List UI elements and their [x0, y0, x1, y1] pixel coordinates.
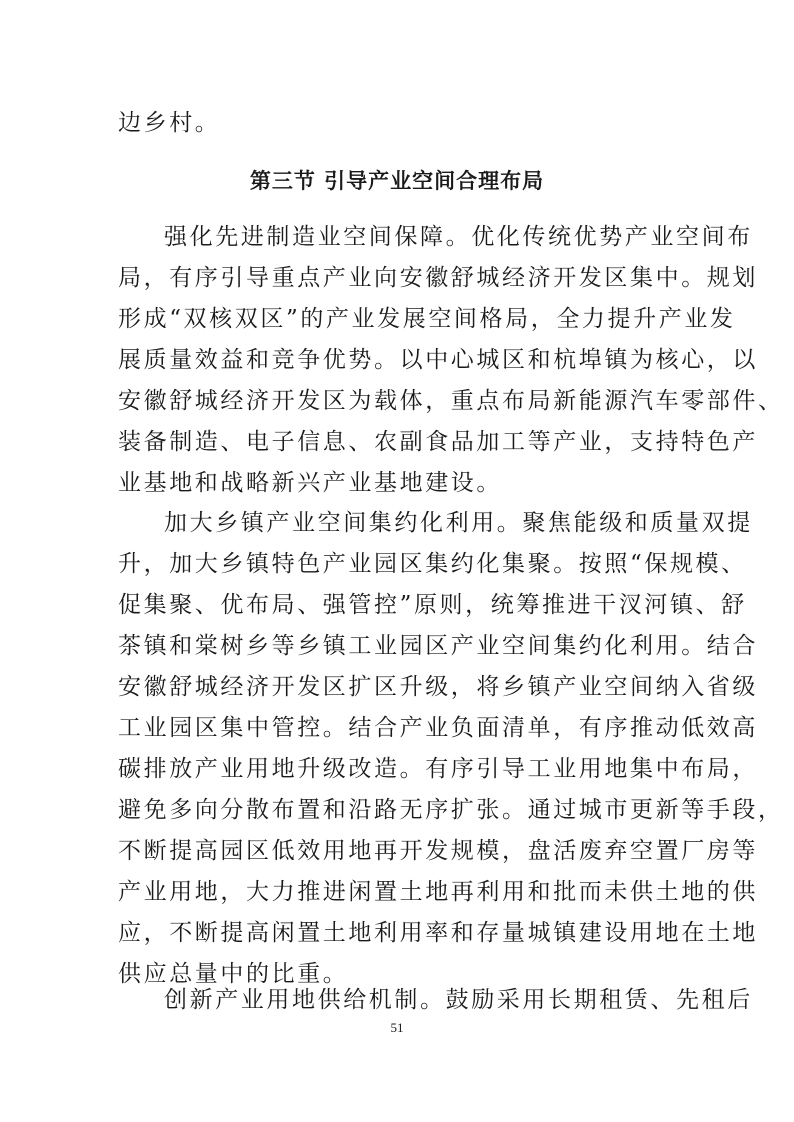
paragraph-line: 不断提高园区低效用地再开发规模，盘活废弃空置厂房等 — [118, 838, 758, 864]
intro-tail-text: 边乡村。 — [118, 110, 221, 136]
paragraph-line: 业基地和战略新兴产业基地建设。 — [118, 470, 502, 496]
paragraph-line: 应，不断提高闲置土地利用率和存量城镇建设用地在土地 — [118, 920, 758, 946]
paragraph-line: 局，有序引导重点产业向安徽舒城经济开发区集中。规划 — [118, 265, 758, 291]
paragraph-line: 促集聚、优布局、强管控”原则，统筹推进干汊河镇、舒 — [118, 592, 747, 618]
paragraph-line: 创新产业用地供给机制。鼓励采用长期租赁、先租后 — [164, 987, 753, 1013]
section-heading: 第三节 引导产业空间合理布局 — [249, 169, 545, 193]
paragraph-line: 强化先进制造业空间保障。优化传统优势产业空间布 — [164, 224, 753, 250]
paragraph-line: 升，加大乡镇特色产业园区集约化集聚。按照“保规模、 — [118, 551, 747, 577]
paragraph-line: 加大乡镇产业空间集约化利用。聚焦能级和质量双提 — [164, 510, 753, 536]
paragraph-line: 茶镇和棠树乡等乡镇工业园区产业空间集约化利用。结合 — [118, 633, 758, 659]
paragraph-line: 工业园区集中管控。结合产业负面清单，有序推动低效高 — [118, 715, 758, 741]
paragraph-line: 碳排放产业用地升级改造。有序引导工业用地集中布局， — [118, 756, 758, 782]
paragraph-line: 安徽舒城经济开发区扩区升级，将乡镇产业空间纳入省级 — [118, 674, 758, 700]
paragraph-line: 装备制造、电子信息、农副食品加工等产业，支持特色产 — [118, 429, 758, 455]
paragraph-line: 供应总量中的比重。 — [118, 961, 349, 987]
paragraph-line: 产业用地，大力推进闲置土地再利用和批而未供土地的供 — [118, 879, 758, 905]
paragraph-line: 展质量效益和竞争优势。以中心城区和杭埠镇为核心，以 — [118, 347, 758, 373]
page-number: 51 — [390, 1020, 404, 1035]
paragraph-line: 形成“双核双区”的产业发展空间格局，全力提升产业发 — [118, 306, 736, 332]
paragraph-line: 避免多向分散布置和沿路无序扩张。通过城市更新等手段， — [118, 797, 784, 823]
paragraph-line: 安徽舒城经济开发区为载体，重点布局新能源汽车零部件、 — [118, 388, 784, 414]
